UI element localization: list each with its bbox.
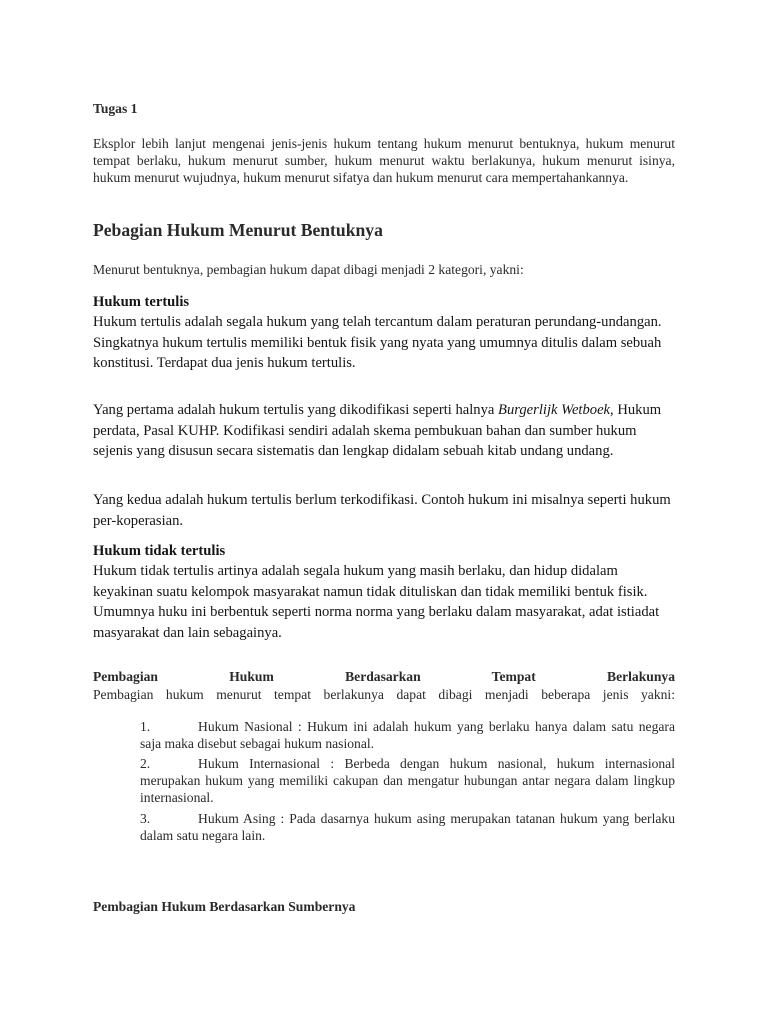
list-item-number: 3. [140,811,151,826]
tugas-title: Tugas 1 [93,101,138,116]
hukum-tidak-tertulis-title: Hukum tidak tertulis [93,543,226,559]
list-item-number: 2. [140,756,151,771]
intro-paragraph: Eksplor lebih lanjut mengenai jenis-jenis hukum tentang hukum menurut bentuknya, hukum menurut tempat berlaku, hukum menurut sumber, hukum menurut waktu berlakunya, hukum menurut isinya, hukum menurut wujudnya, hukum menurut sifatya dan hukum menurut cara mempertahankannya. [93,136,675,185]
section-tempat-lead: Pembagian hukum menurut tempat berlakunya dapat dibagi menjadi beberapa jenis yakni: [93,687,675,702]
list-item [140,718,675,752]
hukum-tidak-tertulis-text: Hukum tidak tertulis artinya adalah segala hukum yang masih berlaku, dan hidup didalam keyakinan suatu kelompok masyarakat namun tidak dituliskan dan tidak memiliki bentuk fisik. Umumnya huku ini berbentuk seperti norma norma yang berlaku dalam masyarakat, adat istiadat masyarakat dan lain sebagainya. [93,563,660,641]
hukum-tertulis-title: Hukum tertulis [93,294,190,310]
hukum-tertulis-text: Hukum tertulis adalah segala hukum yang telah tercantum dalam peraturan perundang-undangan. Singkatnya hukum tertulis memiliki bentuk fisik yang nyata yang umumnya ditulis dalam sebuah konstitusi. Terdapat dua jenis hukum tertulis. [93,314,662,371]
section-sumber-heading: Pembagian Hukum Berdasarkan Sumbernya [93,899,356,914]
list-item-text: Hukum Internasional : Berbeda dengan hukum nasional, hukum internasional merupakan hukum yang memiliki cakupan dan mengatur hubungan antar negara dalam lingkup internasional. [140,756,675,805]
first-type-italic: Burgerlijk Wetboek [498,402,611,418]
list-item-number: 1. [140,719,151,734]
list-item-text: Hukum Asing : Pada dasarnya hukum asing merupakan tatanan hukum yang berlaku dalam satu negara lain. [140,811,675,843]
first-type-after: , Hukum perdata, Pasal KUHP. Kodifikasi sendiri adalah skema pembukuan bahan dan sumber hukum sejenis yang disusun secara sistematis dan lengkap didalam sebuah kitab undang undang. [93,402,662,459]
first-type-before: Yang pertama adalah hukum tertulis yang dikodifikasi seperti halnya [93,402,499,418]
hukum-tertulis-second-type: Yang kedua adalah hukum tertulis berlum terkodifikasi. Contoh hukum ini misalnya seperti hukum per-koperasian. [93,492,671,529]
hukum-tertulis-first-type [93,400,675,462]
list-item-text: Hukum Nasional : Hukum ini adalah hukum yang berlaku hanya dalam satu negara saja maka disebut sebagai hukum nasional. [140,719,675,751]
section-bentuk-heading: Pebagian Hukum Menurut Bentuknya [93,220,383,240]
section-tempat-heading: Pembagian Hukum Berdasarkan Tempat Berlakunya [93,669,675,684]
section-bentuk-lead: Menurut bentuknya, pembagian hukum dapat dibagi menjadi 2 kategori, yakni: [93,262,524,277]
list-item [140,810,675,844]
list-item [140,755,675,806]
